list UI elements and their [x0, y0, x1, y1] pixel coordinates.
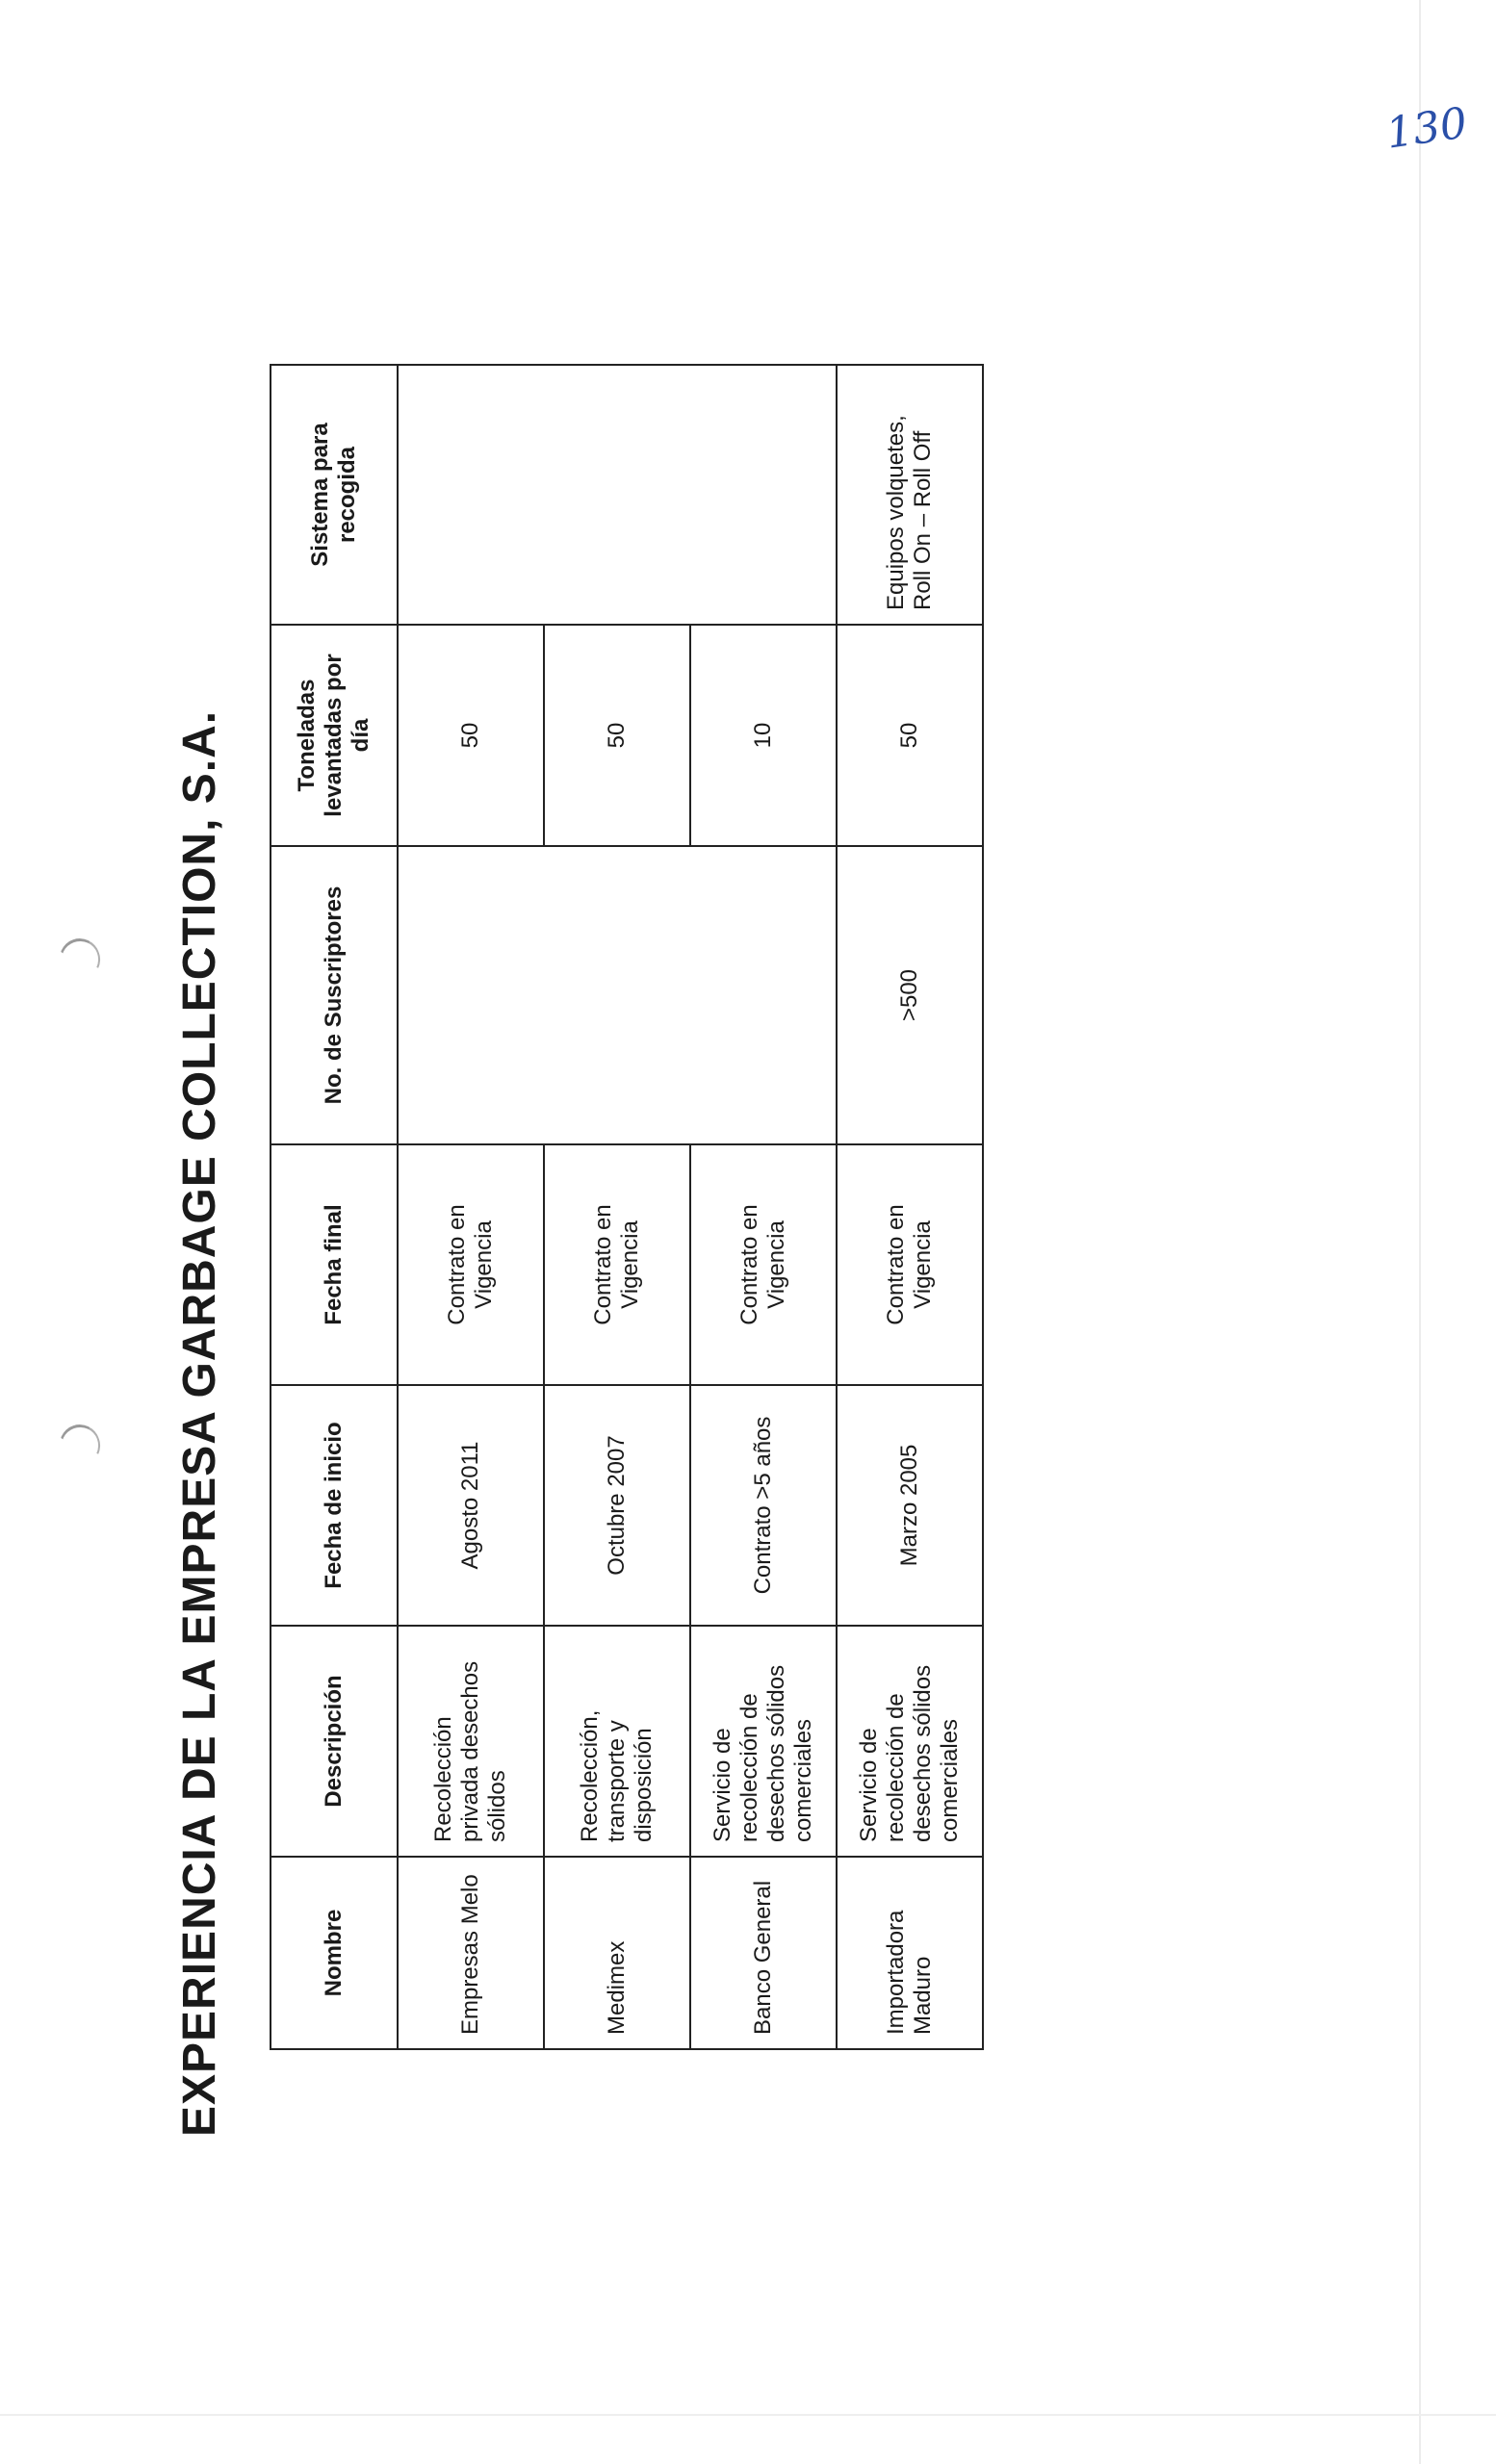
cell-sistema: Equipos volquetes, Roll On – Roll Off	[837, 365, 983, 625]
punch-hole-top	[54, 933, 106, 986]
cell-fecha-inicio: Agosto 2011	[398, 1385, 544, 1626]
header-toneladas: Toneladas levantadas por día	[271, 625, 398, 846]
punch-hole-bottom	[54, 1419, 106, 1472]
page-edge	[1419, 0, 1421, 2464]
cell-nombre: Banco General	[690, 1857, 837, 2049]
header-fecha-inicio: Fecha de inicio	[271, 1385, 398, 1626]
table-header-row	[271, 365, 398, 2049]
header-fecha-final: Fecha final	[271, 1144, 398, 1385]
cell-nombre: Medimex	[544, 1857, 690, 2049]
rotated-sheet	[173, 289, 1136, 2137]
table-row	[398, 365, 544, 2049]
cell-nombre: Empresas Melo	[398, 1857, 544, 2049]
cell-fecha-inicio: Contrato >5 años	[690, 1385, 837, 1626]
header-sistema: Sistema para recogida	[271, 365, 398, 625]
table-row	[837, 365, 983, 2049]
header-descripcion: Descripción	[271, 1626, 398, 1857]
cell-descripcion: Recolección, transporte y disposición	[544, 1626, 690, 1857]
cell-suscriptores: >500	[837, 846, 983, 1144]
cell-descripcion: Servicio de recolección de desechos sólidos comerciales	[690, 1626, 837, 1857]
cell-fecha-final: Contrato en Vigencia	[837, 1144, 983, 1385]
header-suscriptores: No. de Suscriptores	[271, 846, 398, 1144]
cell-descripcion: Recolección privada desechos sólidos	[398, 1626, 544, 1857]
cell-fecha-final: Contrato en Vigencia	[398, 1144, 544, 1385]
cell-toneladas: 50	[837, 625, 983, 846]
cell-toneladas: 50	[398, 625, 544, 846]
cell-toneladas: 50	[544, 625, 690, 846]
cell-fecha-final: Contrato en Vigencia	[544, 1144, 690, 1385]
handwritten-page-number: 130	[1382, 98, 1471, 159]
header-nombre: Nombre	[271, 1857, 398, 2049]
cell-descripcion: Servicio de recolección de desechos sólidos comerciales	[837, 1626, 983, 1857]
cell-toneladas: 10	[690, 625, 837, 846]
page-bottom-edge	[0, 2414, 1496, 2416]
document-title: EXPERIENCIA DE LA EMPRESA GARBAGE COLLECTION, S.A.	[174, 709, 225, 2137]
cell-nombre: Importadora Maduro	[837, 1857, 983, 2049]
cell-suscriptores	[398, 846, 837, 1144]
experience-table	[270, 364, 984, 2050]
cell-sistema	[398, 365, 837, 625]
cell-fecha-inicio: Octubre 2007	[544, 1385, 690, 1626]
cell-fecha-final: Contrato en Vigencia	[690, 1144, 837, 1385]
cell-fecha-inicio: Marzo 2005	[837, 1385, 983, 1626]
